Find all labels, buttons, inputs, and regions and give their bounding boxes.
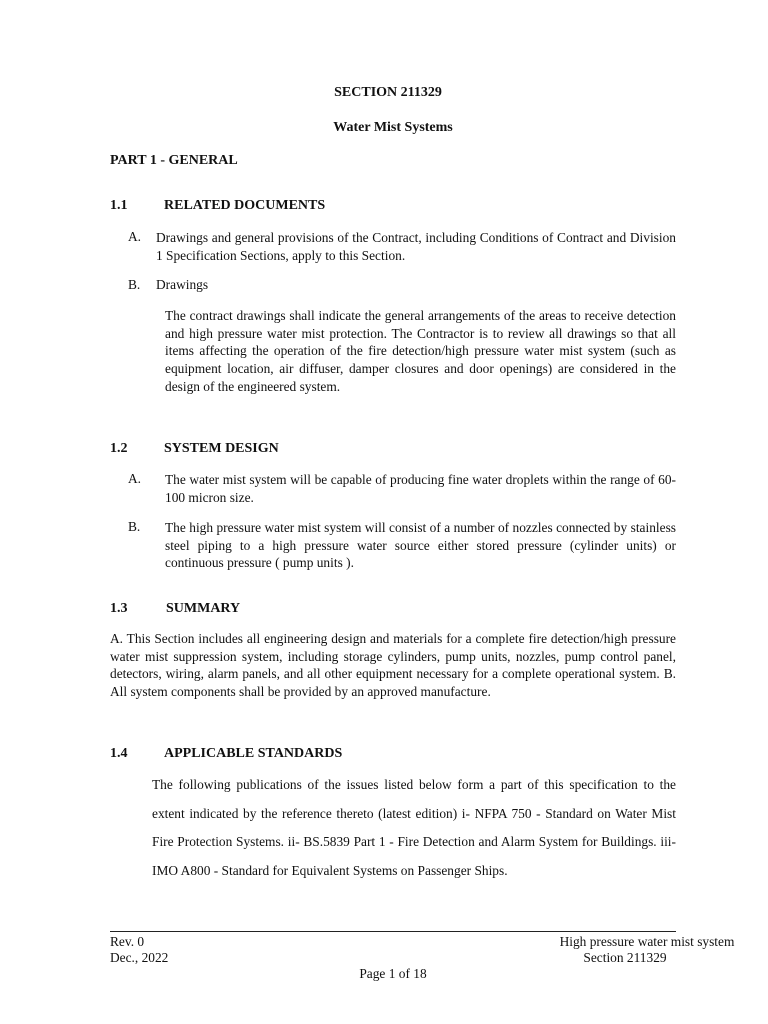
list-item-text: The high pressure water mist system will consist of a number of nozzles connected by stainless steel piping to a high pressure water source either stored pressure (cylinder units) or continuous pressure ( pump units ). [165, 520, 676, 571]
footer-divider [110, 931, 676, 932]
section-number: 1.2 [110, 441, 128, 456]
section-heading: APPLICABLE STANDARDS [164, 746, 343, 761]
section-heading: RELATED DOCUMENTS [164, 198, 326, 213]
body-paragraph: A. This Section includes all engineering design and materials for a complete fire detection/high pressure water mist suppression system, including storage cylinders, pump units, nozzles, pump control panel, detectors, wiring, alarm panels, and all other equipment necessary for a complete operational system. B. All system components shall be provided by an approved manufacture. [110, 631, 676, 700]
section-number: 1.4 [110, 746, 128, 761]
list-item [156, 229, 676, 264]
footer-date: Dec., 2022 [110, 950, 169, 965]
list-letter: B. [128, 277, 141, 292]
part-title: PART 1 - GENERAL [110, 153, 238, 168]
footer-system-name: High pressure water mist system [559, 934, 735, 949]
section-number: 1.1 [110, 198, 128, 213]
section-heading: SUMMARY [166, 601, 241, 616]
body-paragraph: The following publications of the issues listed below form a part of this specification to the extent indicated by the reference thereto (latest edition) i- NFPA 750 - Standard on Water Mist Fire Protection Systems. ii- BS.5839 Part 1 - Fire Detection and Alarm System for Buildings. iii- IMO A800 - Standard for Equivalent Systems on Passenger Ships. [152, 777, 676, 878]
page-number: Page 1 of 18 [359, 966, 427, 981]
document-subtitle: Water Mist Systems [333, 120, 453, 135]
footer-revision: Rev. 0 [110, 934, 145, 949]
list-letter: B. [128, 519, 141, 534]
list-letter: A. [128, 471, 142, 486]
section-heading: SYSTEM DESIGN [164, 441, 279, 456]
list-item-text: The water mist system will be capable of producing fine water droplets within the range of 60-100 micron size. [165, 472, 676, 505]
section-number: 1.3 [110, 601, 128, 616]
footer-section: Section 211329 [583, 950, 667, 965]
list-letter: A. [128, 229, 142, 244]
list-item-text: Drawings and general provisions of the Contract, including Conditions of Contract and Division 1 Specification Sections, apply to this Section. [156, 230, 676, 263]
section-title: SECTION 211329 [334, 85, 442, 100]
body-paragraph: The contract drawings shall indicate the general arrangements of the areas to receive detection and high pressure water mist protection. The Contractor is to review all drawings so that all items affecting the operation of the fire detection/high pressure water mist system (such as equipment location, air diffuser, damper closures and door openings) are considered in the design of the engineered system. [165, 308, 676, 394]
list-item-text: Drawings [156, 277, 209, 292]
